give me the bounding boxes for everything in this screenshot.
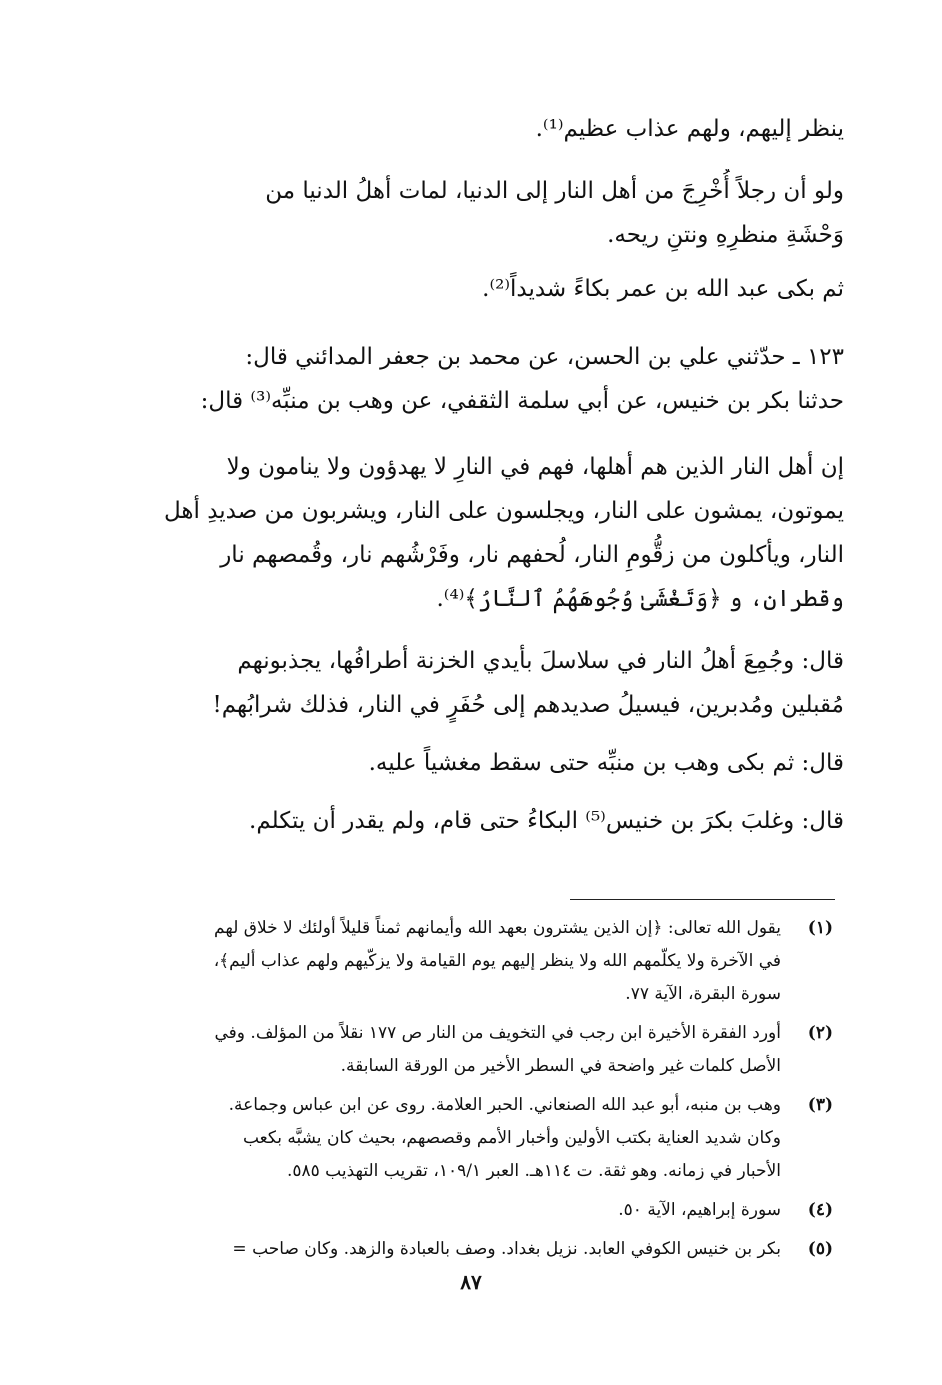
text-line: يموتون، يمشون على النار، ويجلسون على النار، ويشربون من صديدِ أهل (163, 498, 844, 524)
footnote-number: (١) (807, 918, 833, 938)
footnote-5 (58, 1233, 835, 1266)
footnote-line: أورد الفقرة الأخيرة ابن رجب في التخويف من النار ص ١٧٧ نقلاً من المؤلف. وفي (214, 1023, 781, 1043)
footnote-2 (58, 1017, 835, 1083)
paragraph-8 (88, 799, 844, 843)
paragraph-1 (88, 107, 844, 151)
paragraph-5 (88, 445, 844, 621)
footnote-line: وهب بن منبه، أبو عبد الله الصنعاني. الحبر العلامة. روى عن ابن عباس وجماعة. (228, 1095, 781, 1115)
text-line: النار، ويأكلون من زقُّومِ النار، لُحفهم نار، وفَرْشُهم نار، وقُمصهم نار (220, 542, 844, 568)
footnote-line: يقول الله تعالى: ﴿إن الذين يشترون بعهد الله وأيمانهم ثمناً قليلاً أولئك لا خلاق لهم (214, 918, 781, 938)
text-line: ثم بكى عبد الله بن عمر بكاءً شديداً⁽²⁾. (482, 276, 844, 302)
footnote-separator (570, 899, 835, 900)
footnote-line: بكر بن خنيس الكوفي العابد. نزيل بغداد. وصف بالعبادة والزهد. وكان صاحب = (232, 1239, 781, 1259)
text-line: قال: وجُمِعَ أهلُ النار في سلاسلَ بأيدي الخزنة أطرافُها، يجذبونهم (237, 648, 844, 674)
footnote-3 (58, 1089, 835, 1188)
text-line: ١٢٣ ـ حدّثني علي بن الحسن، عن محمد بن جعفر المدائني قال: (245, 344, 844, 370)
text-line: إن أهل النار الذين هم أهلها، فهم في النارِ لا يهدؤون ولا ينامون ولا (226, 454, 844, 480)
footnote-number: (٤) (807, 1200, 833, 1220)
footnote-line: في الآخرة ولا يكلّمهم الله ولا ينظر إليهم يوم القيامة ولا يزكّيهم ولهم عذاب أليم﴾، (213, 951, 781, 971)
footnote-line: سورة إبراهيم، الآية ٥٠. (618, 1200, 781, 1220)
footnote-number: (٢) (807, 1023, 833, 1043)
paragraph-4 (88, 335, 844, 423)
text-line: قال: وغلبَ بكرَ بن خنيس⁽⁵⁾ البكاءُ حتى قام، ولم يقدر أن يتكلم. (249, 808, 844, 834)
text-line: ولو أن رجلاً أُخْرِجَ من أهل النار إلى الدنيا، لمات أهلُ الدنيا من (265, 178, 844, 204)
footnote-1 (58, 912, 835, 1011)
page-number: ٨٧ (460, 1270, 482, 1294)
footnote-line: سورة البقرة، الآية ٧٧. (625, 984, 781, 1004)
paragraph-6 (88, 639, 844, 727)
footnote-4 (58, 1194, 835, 1227)
footnote-line: وكان شديد العناية بكتب الأولين وأخبار الأمم وقصصهم، بحيث كان يشبَّه بكعب (242, 1128, 781, 1148)
text-line: قال: ثم بكى وهب بن منبِّه حتى سقط مغشياً عليه. (368, 750, 844, 776)
footnotes (58, 912, 835, 1272)
paragraph-3 (88, 267, 844, 311)
paragraph-2 (88, 169, 844, 257)
footnote-number: (٣) (807, 1095, 833, 1115)
text-line: حدثنا بكر بن خنيس، عن أبي سلمة الثقفي، عن وهب بن منبِّه⁽³⁾ قال: (200, 388, 844, 414)
footnote-number: (٥) (807, 1239, 833, 1259)
footnote-line: الأحبار في زمانه. وهو ثقة. ت ١١٤هـ. العبر ١٠٩/١، تقريب التهذيب ٥٨٥. (286, 1161, 781, 1181)
footnote-line: الأصل كلمات غير واضحة في السطر الأخير من الورقة السابقة. (340, 1056, 781, 1076)
paragraph-7 (88, 741, 844, 785)
text-line: وقطران، و ﴿وَتَغْشَىٰ وُجُوهَهُمُ ٱلنَّارُ﴾⁽⁴⁾. (436, 586, 844, 612)
text-line: ينظر إليهم، ولهم عذاب عظيم⁽¹⁾. (535, 116, 844, 142)
text-line: وَحْشَةِ منظرِهِ ونتنِ ريحه. (607, 222, 844, 248)
main-text (88, 107, 844, 843)
text-line: مُقبلين ومُدبرين، فيسيلُ صديدهم إلى حُفَرٍ في النار، فذلك شرابُهم! (212, 692, 844, 718)
